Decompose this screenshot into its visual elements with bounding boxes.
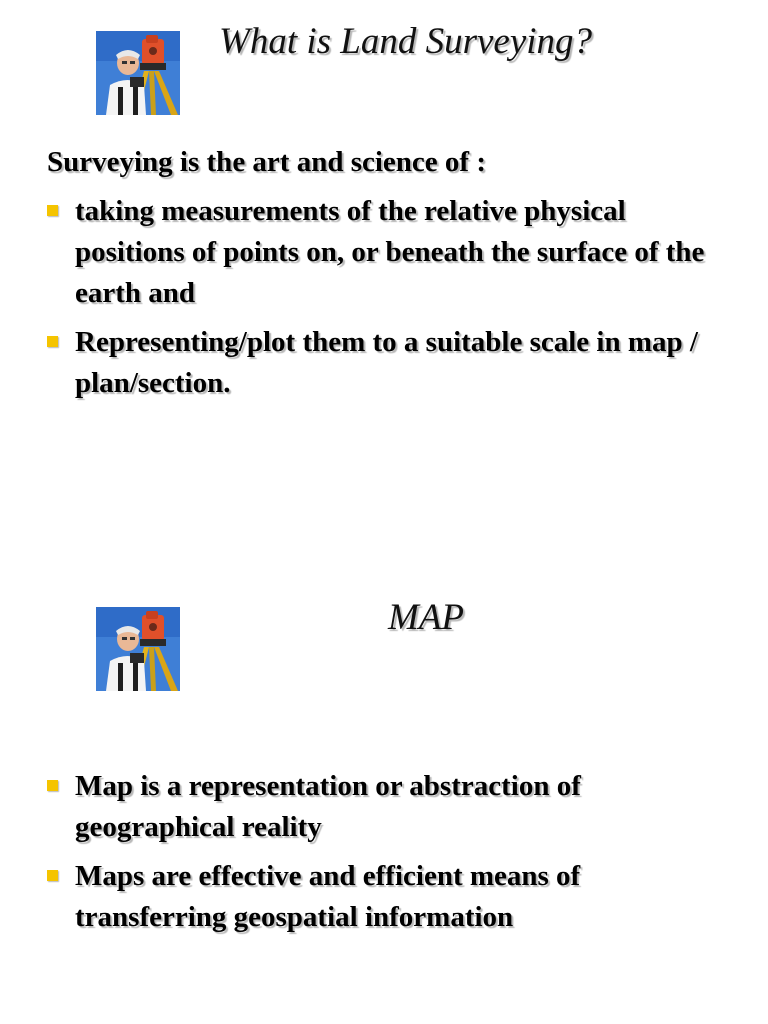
list-item xyxy=(47,856,737,938)
surveyor-photo-icon xyxy=(96,607,180,691)
square-bullet-icon xyxy=(47,870,58,881)
bullet-text: Representing/plot them to a suitable scale in map / plan/section. xyxy=(75,326,698,399)
list-item xyxy=(47,322,737,404)
square-bullet-icon xyxy=(47,780,58,791)
square-bullet-icon xyxy=(47,336,58,347)
bullet-text: Maps are effective and efficient means of transferring geospatial information xyxy=(75,860,581,933)
list-item xyxy=(47,191,737,314)
slide-map xyxy=(0,512,768,1024)
page-title: What is Land Surveying? xyxy=(219,21,593,62)
surveyor-photo-icon xyxy=(96,31,180,115)
bullet-list xyxy=(47,191,737,412)
lead-text: Surveying is the art and science of : xyxy=(47,146,486,178)
bullet-text: taking measurements of the relative physical positions of points on, or beneath the surface of the earth and xyxy=(75,195,705,309)
bullet-list xyxy=(47,766,737,946)
square-bullet-icon xyxy=(47,205,58,216)
bullet-text: Map is a representation or abstraction of geographical reality xyxy=(75,770,581,843)
page-title: MAP xyxy=(388,597,465,638)
list-item xyxy=(47,766,737,848)
